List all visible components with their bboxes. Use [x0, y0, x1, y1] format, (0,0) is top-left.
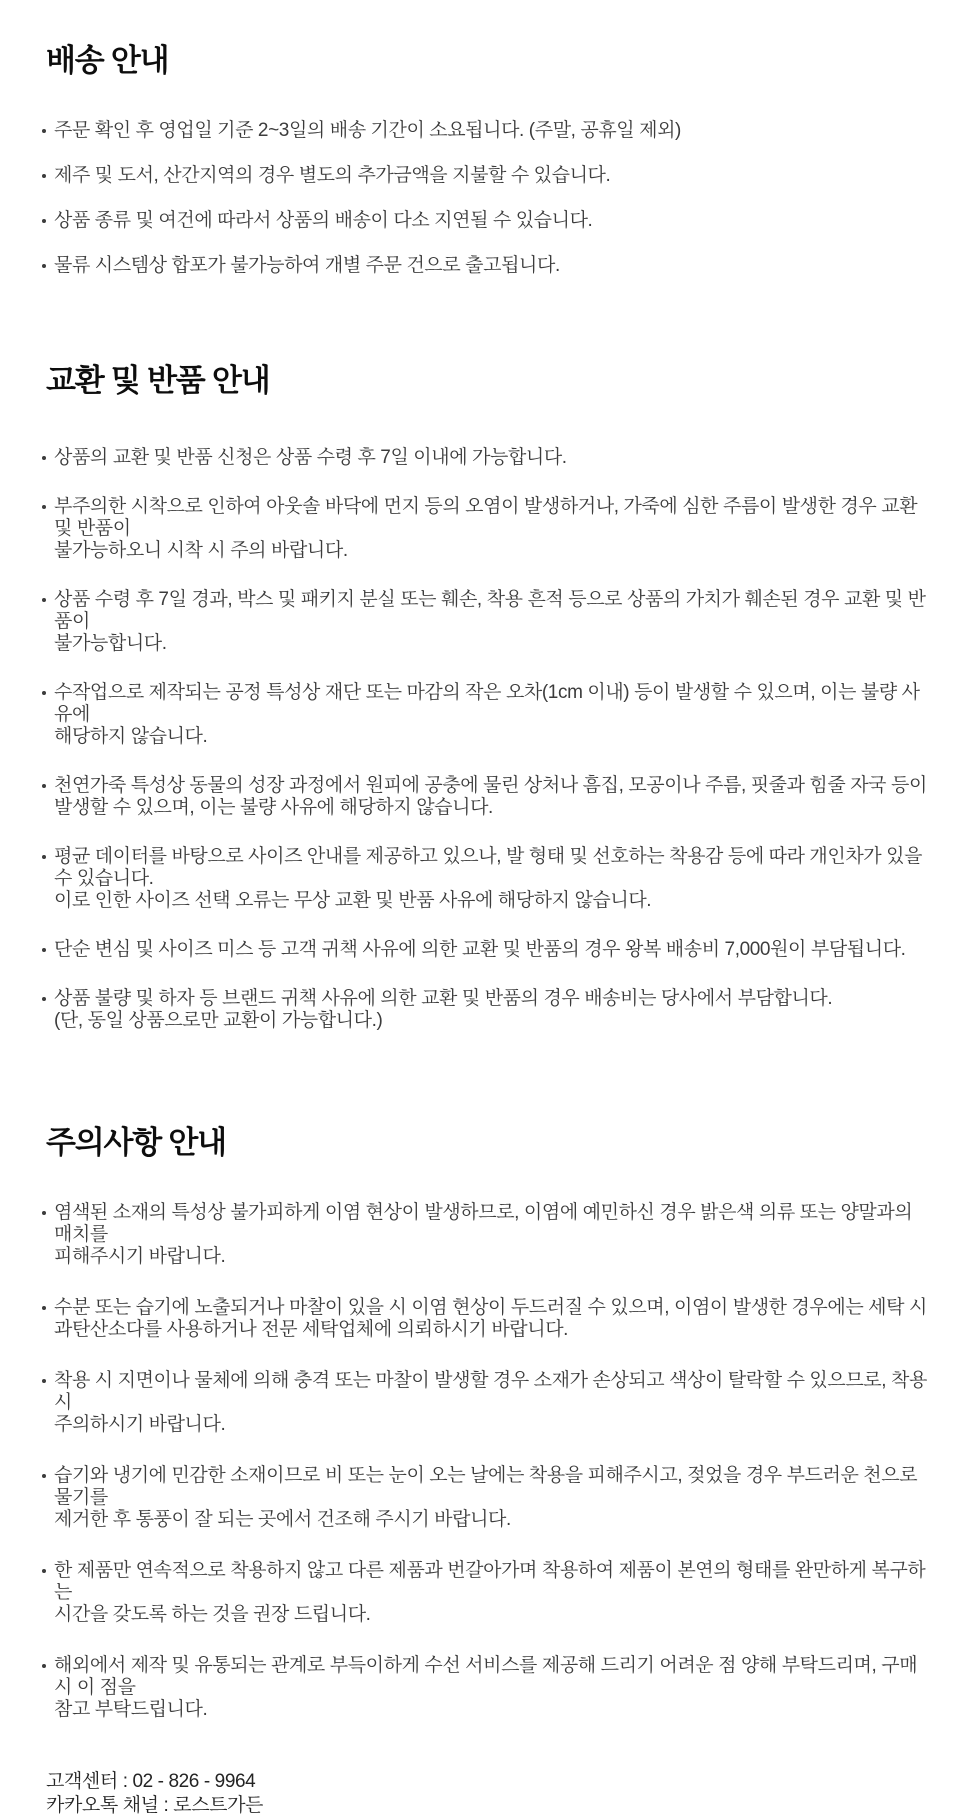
bullet-item	[46, 988, 934, 1032]
exchange-return-bullet-list	[46, 447, 934, 1032]
bullet-item	[46, 1370, 934, 1436]
bullet-item	[46, 1655, 934, 1721]
bullet-line: 물류 시스템상 합포가 불가능하여 개별 주문 건으로 출고됩니다.	[54, 255, 560, 276]
bullet-item	[46, 589, 934, 655]
bullet-line: 평균 데이터를 바탕으로 사이즈 안내를 제공하고 있으나, 발 형태 및 선호하는 착용감 등에 따라 개인차가 있을 수 있습니다.	[54, 846, 923, 889]
bullet-line: 착용 시 지면이나 물체에 의해 충격 또는 마찰이 발생할 경우 소재가 손상되고 색상이 탈락할 수 있으므로, 착용 시	[54, 1370, 927, 1413]
bullet-item	[46, 846, 934, 912]
bullet-item	[46, 1465, 934, 1531]
bullet-line: 이로 인한 사이즈 선택 오류는 무상 교환 및 반품 사유에 해당하지 않습니다.	[54, 890, 652, 911]
bullet-line: 피해주시기 바랍니다.	[54, 1246, 226, 1267]
customer-service-phone: 고객센터 : 02 - 826 - 9964	[46, 1771, 256, 1792]
bullet-line: 한 제품만 연속적으로 착용하지 않고 다른 제품과 번갈아가며 착용하여 제품이 본연의 형태를 완만하게 복구하는	[54, 1560, 926, 1603]
bullet-line: 상품 종류 및 여건에 따라서 상품의 배송이 다소 지연될 수 있습니다.	[54, 210, 593, 231]
bullet-line: 부주의한 시착으로 인하여 아웃솔 바닥에 먼지 등의 오염이 발생하거나, 가죽에 심한 주름이 발생한 경우 교환 및 반품이	[54, 496, 918, 539]
bullet-line: (단, 동일 상품으로만 교환이 가능합니다.)	[54, 1010, 383, 1031]
section-title-caution: 주의사항 안내	[46, 1125, 226, 1160]
shipping-bullet-list	[46, 120, 934, 277]
bullet-line: 상품의 교환 및 반품 신청은 상품 수령 후 7일 이내에 가능합니다.	[54, 447, 567, 468]
bullet-line: 수분 또는 습기에 노출되거나 마찰이 있을 시 이염 현상이 두드러질 수 있으며, 이염이 발생한 경우에는 세탁 시	[54, 1297, 927, 1318]
bullet-line: 천연가죽 특성상 동물의 성장 과정에서 원피에 공충에 물린 상처나 흠집, 모공이나 주름, 핏줄과 힘줄 자국 등이	[54, 775, 927, 796]
bullet-line: 습기와 냉기에 민감한 소재이므로 비 또는 눈이 오는 날에는 착용을 피해주시고, 젖었을 경우 부드러운 천으로 물기를	[54, 1465, 918, 1508]
caution-bullet-list	[46, 1202, 934, 1721]
bullet-line: 해당하지 않습니다.	[54, 726, 208, 747]
section-title-exchange-return: 교환 및 반품 안내	[46, 363, 270, 398]
bullet-item	[46, 939, 934, 961]
bullet-line: 불가능하오니 시착 시 주의 바랍니다.	[54, 540, 348, 561]
bullet-line: 주문 확인 후 영업일 기준 2~3일의 배송 기간이 소요됩니다. (주말, 공휴일 제외)	[54, 120, 681, 141]
footer-contact	[46, 1770, 934, 1818]
bullet-line: 과탄산소다를 사용하거나 전문 세탁업체에 의뢰하시기 바랍니다.	[54, 1319, 569, 1340]
bullet-line: 참고 부탁드립니다.	[54, 1699, 208, 1720]
kakao-channel: 카카오톡 채널 : 로스트가든	[46, 1795, 264, 1816]
bullet-line: 상품 수령 후 7일 경과, 박스 및 패키지 분실 또는 훼손, 착용 흔적 등으로 상품의 가치가 훼손된 경우 교환 및 반품이	[54, 589, 926, 632]
bullet-line: 염색된 소재의 특성상 불가피하게 이염 현상이 발생하므로, 이염에 예민하신 경우 밝은색 의류 또는 양말과의 매치를	[54, 1202, 913, 1245]
bullet-line: 수작업으로 제작되는 공정 특성상 재단 또는 마감의 작은 오차(1cm 이내) 등이 발생할 수 있으며, 이는 불량 사유에	[54, 682, 920, 725]
bullet-item	[46, 1297, 934, 1341]
bullet-item	[46, 210, 934, 232]
bullet-line: 해외에서 제작 및 유통되는 관계로 부득이하게 수선 서비스를 제공해 드리기 어려운 점 양해 부탁드리며, 구매 시 이 점을	[54, 1655, 918, 1698]
section-title-shipping: 배송 안내	[46, 43, 169, 78]
bullet-line: 불가능합니다.	[54, 633, 167, 654]
bullet-item	[46, 165, 934, 187]
bullet-item	[46, 447, 934, 469]
bullet-item	[46, 120, 934, 142]
bullet-line: 시간을 갖도록 하는 것을 권장 드립니다.	[54, 1604, 371, 1625]
bullet-line: 상품 불량 및 하자 등 브랜드 귀책 사유에 의한 교환 및 반품의 경우 배송비는 당사에서 부담합니다.	[54, 988, 833, 1009]
bullet-item	[46, 682, 934, 748]
bullet-item	[46, 255, 934, 277]
bullet-line: 발생할 수 있으며, 이는 불량 사유에 해당하지 않습니다.	[54, 797, 493, 818]
bullet-line: 제거한 후 통풍이 잘 되는 곳에서 건조해 주시기 바랍니다.	[54, 1509, 511, 1530]
bullet-item	[46, 1560, 934, 1626]
bullet-line: 주의하시기 바랍니다.	[54, 1414, 226, 1435]
bullet-line: 제주 및 도서, 산간지역의 경우 별도의 추가금액을 지불할 수 있습니다.	[54, 165, 611, 186]
bullet-item	[46, 1202, 934, 1268]
bullet-item	[46, 496, 934, 562]
bullet-line: 단순 변심 및 사이즈 미스 등 고객 귀책 사유에 의한 교환 및 반품의 경우 왕복 배송비 7,000원이 부담됩니다.	[54, 939, 906, 960]
bullet-item	[46, 775, 934, 819]
